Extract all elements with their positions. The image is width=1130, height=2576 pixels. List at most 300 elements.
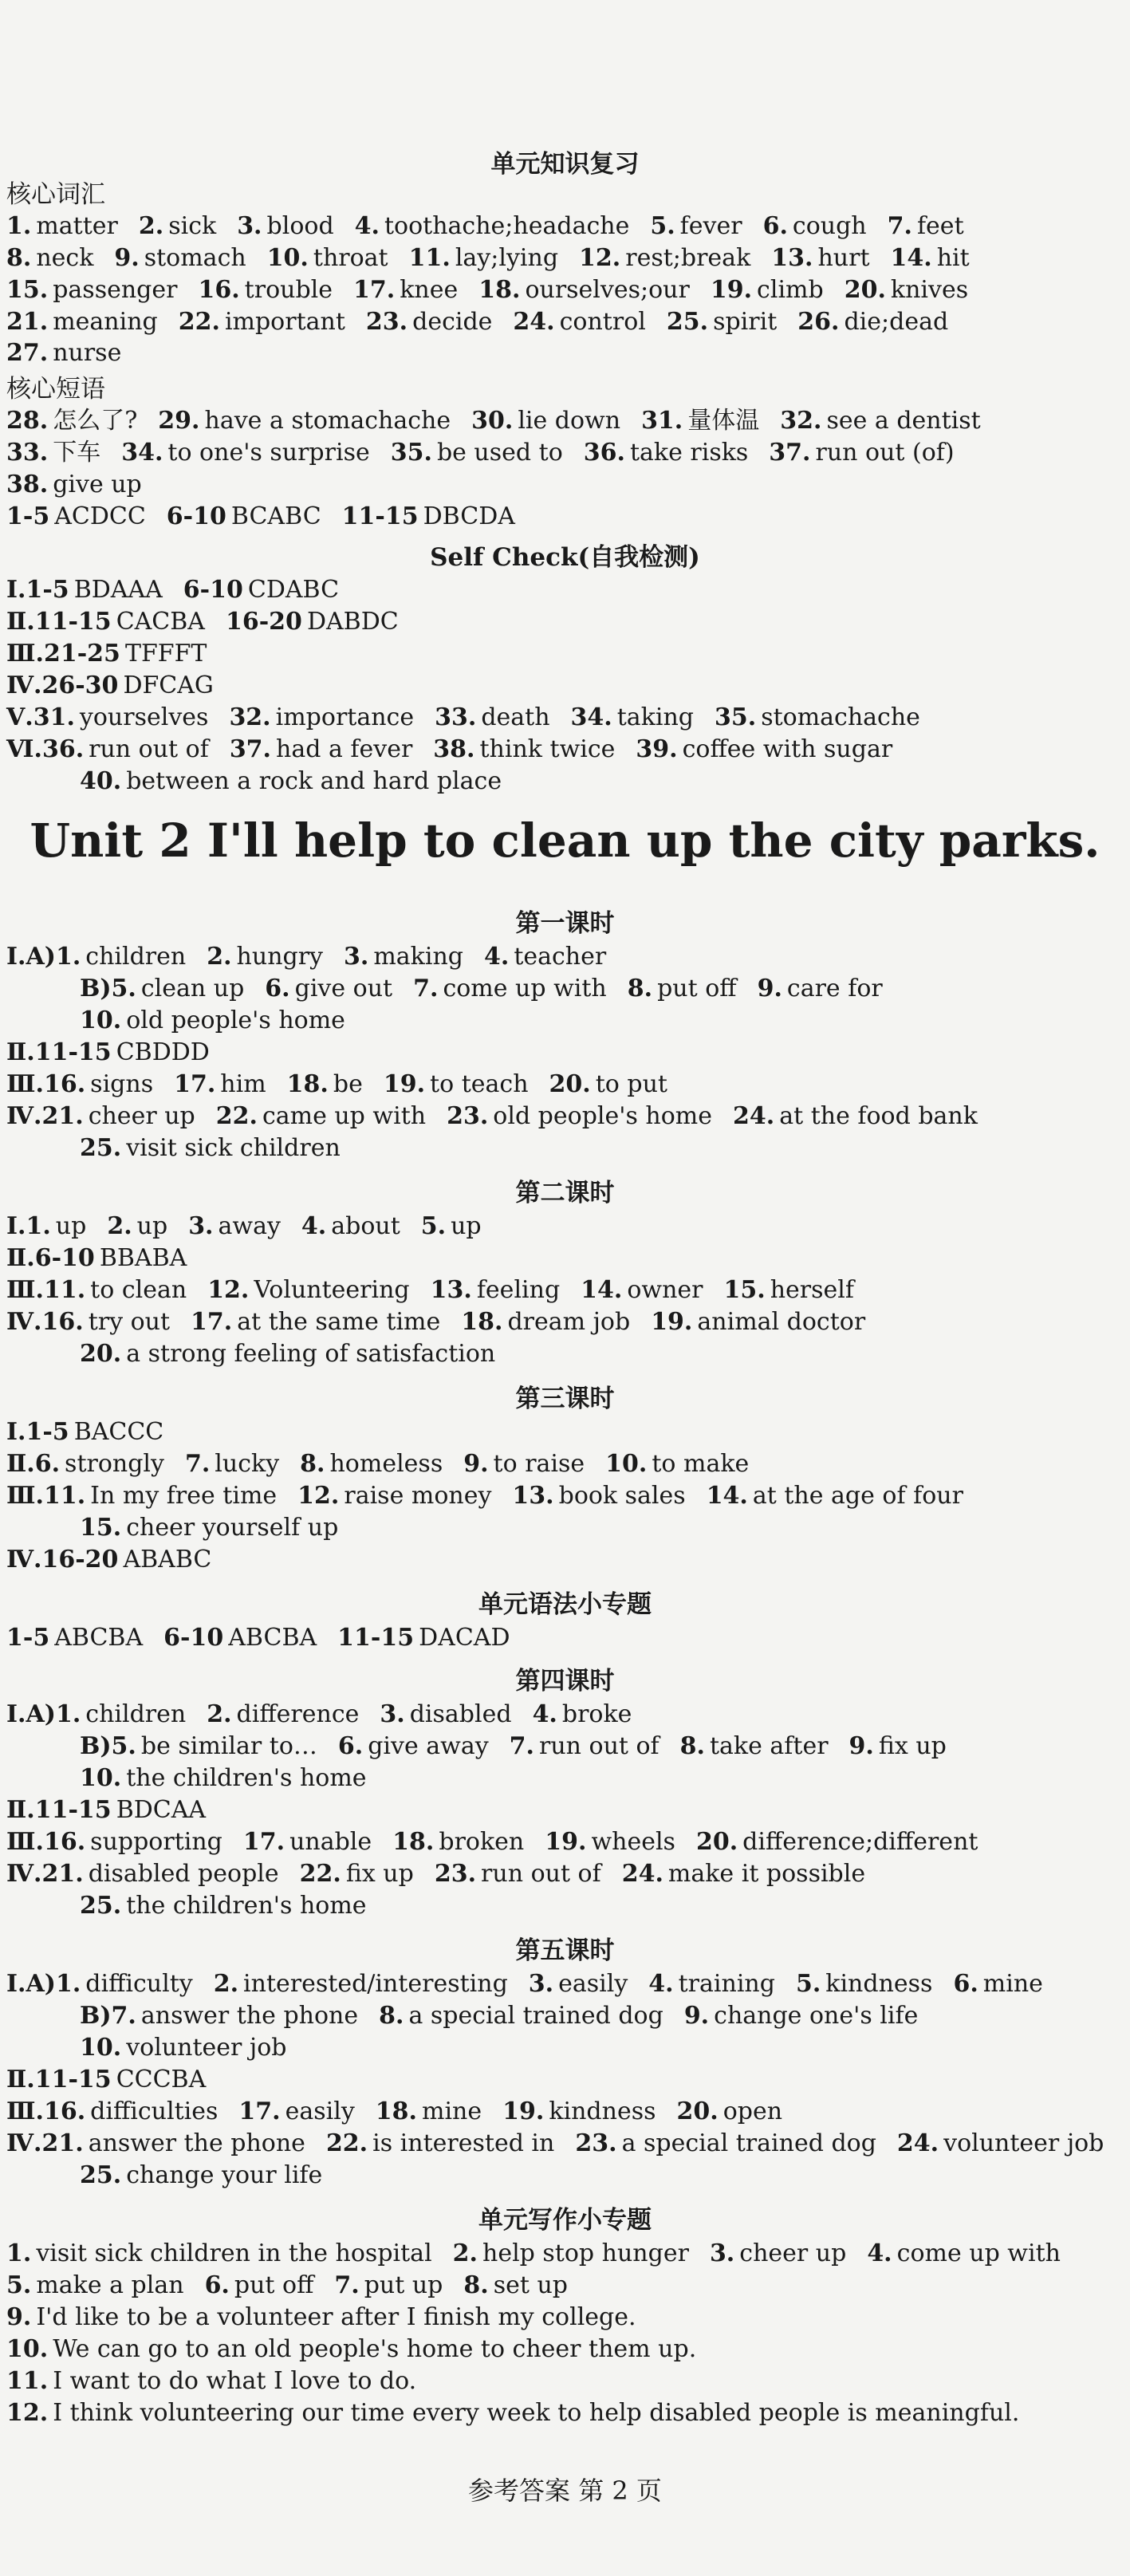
answer-line [80,1731,967,1763]
answer-item [80,766,502,798]
answer-text: came up with [262,1102,427,1130]
question-number: 6. [953,1970,978,1998]
answer-item [391,437,563,469]
answer-item [376,2096,482,2128]
answer-item [158,405,451,437]
answer-item [680,1731,829,1763]
answer-text: herself [770,1276,854,1304]
answer-text: stomachache [761,703,920,731]
answer-text: supporting [90,1828,222,1856]
answer-text: to one's surprise [167,439,370,467]
lesson-title: 第三课时 [515,1385,615,1413]
answer-text: teacher [514,943,607,971]
answer-item [205,2270,314,2302]
answer-item [80,1512,338,1544]
answer-line [6,2397,1040,2429]
answer-text: put off [657,975,737,1002]
question-number: B)5. [80,975,136,1002]
answer-item [6,1069,153,1101]
question-number: 25. [80,2161,122,2189]
question-number: 3. [528,1970,554,1998]
answer-text: TFFFT [124,640,207,668]
answer-line [6,242,990,274]
answer-text: I want to do what I love to do. [53,2367,417,2395]
answer-line [6,606,419,638]
answer-item [715,702,920,734]
answer-item [667,306,777,338]
answer-item [512,1480,685,1512]
answer-text: meaning [53,308,158,336]
question-number: 3. [709,2239,735,2267]
question-number: 30. [471,407,514,435]
answer-line [6,1243,207,1274]
answer-item [6,306,158,338]
question-number: 9. [683,2002,710,2030]
answer-text: give up [53,471,142,498]
question-number: 9. [463,1450,489,1478]
answer-item [6,574,163,606]
answer-item [80,973,244,1005]
answer-text: neck [36,244,94,272]
answer-item [384,1069,529,1101]
answer-text: at the same time [237,1308,441,1336]
answer-text: answer the phone [88,2129,305,2157]
question-number: 25. [666,308,709,336]
answer-text: cheer yourself up [126,1514,339,1542]
answer-line [6,1480,984,1512]
answer-text: DFCAG [123,672,214,699]
question-number: 24. [621,1860,663,1888]
question-number: 31. [641,407,683,435]
answer-item [337,1622,510,1654]
question-number: 7. [509,1732,534,1760]
answer-text: animal doctor [697,1308,866,1336]
question-number: 17. [174,1070,216,1098]
answer-line [6,1069,688,1101]
question-number: 2. [213,1970,239,1998]
question-number: 36. [583,439,625,467]
question-number: 20. [844,276,886,304]
answer-item [6,941,186,973]
answer-text: toothache;headache [384,212,630,240]
answer-item [651,1306,865,1338]
question-number: 12. [6,2399,49,2427]
answer-text: control [559,308,646,336]
question-number: 2. [207,943,232,971]
answer-text: visit sick children in the hospital [36,2239,432,2267]
question-number: Ⅲ.16. [6,1070,86,1098]
answer-text: We can go to an old people's home to cheer them up. [53,2335,697,2363]
answer-text: give away [368,1732,489,1760]
answer-text: take risks [629,439,749,467]
answer-item [888,211,964,242]
question-number: 9. [848,1732,874,1760]
question-number: Ⅲ.21-25 [6,640,120,668]
answer-line [6,1306,886,1338]
answer-item [174,1069,266,1101]
answer-item [230,734,412,766]
answer-text: run out of [89,735,209,763]
answer-item [163,1622,317,1654]
answer-text: is interested in [372,2129,555,2157]
answer-item [463,1448,585,1480]
answer-item [6,337,121,369]
answer-item [107,1211,167,1243]
answer-item [478,274,690,306]
question-number: 8. [679,1732,705,1760]
answer-item [179,306,345,338]
question-number: 26. [797,308,840,336]
question-number: 20. [695,1828,738,1856]
answer-item [265,973,392,1005]
answer-text: BDCAA [116,1796,207,1824]
answer-text: raise money [344,1482,492,1510]
question-number: Ⅲ.11. [6,1482,86,1510]
answer-item [344,941,463,973]
question-number: Ⅳ.16-20 [6,1546,119,1574]
answer-item [421,1211,482,1243]
question-number: 5. [420,1212,447,1240]
question-number: 39. [636,735,678,763]
answer-line [6,2302,657,2334]
answer-text: easily [285,2097,355,2125]
answer-item [80,1890,367,1922]
question-number: 38. [433,735,475,763]
question-number: 4. [867,2239,892,2267]
answer-item [648,1968,775,2000]
answer-item [207,1699,359,1731]
answer-text: change your life [126,2161,323,2189]
answer-item [6,1416,163,1448]
answer-text: hungry [236,943,324,971]
answer-text: to put [595,1070,667,1098]
question-number: 25. [80,1892,122,1920]
answer-item [628,973,737,1005]
question-number: Ⅰ.A)1. [6,1970,81,1998]
answer-text: him [220,1070,266,1098]
answer-text: making [373,943,463,971]
answer-line [6,274,989,306]
question-number: 24. [733,1102,775,1130]
answer-text: old people's home [493,1102,713,1130]
answer-text: CCCBA [116,2066,207,2093]
answer-text: kindness [549,2097,656,2125]
answer-text: had a fever [276,735,413,763]
answer-text: be [333,1070,363,1098]
answer-item [121,437,370,469]
answer-item [763,211,867,242]
lesson-title: 第四课时 [515,1667,615,1696]
answer-item [6,1306,170,1338]
answer-item [366,306,493,338]
answer-line [6,2128,1124,2160]
answer-text: up [451,1212,482,1240]
answer-text: make a plan [36,2271,184,2299]
answer-item [300,1858,414,1890]
answer-text: to raise [493,1450,585,1478]
answer-item [6,702,208,734]
answer-item [696,1826,978,1858]
question-number: 32. [780,407,822,435]
question-number: 18. [461,1308,503,1336]
answer-item [188,1211,281,1243]
question-number: 11. [408,244,451,272]
answer-item [6,1794,206,1826]
answer-item [513,306,645,338]
unit-title: Unit 2 I'll help to clean up the city parks. [30,813,1100,868]
answer-item [6,211,118,242]
answer-item [453,2238,689,2270]
question-number: 18. [478,276,521,304]
answer-text: the children's home [126,1892,367,1920]
answer-item [769,437,954,469]
answer-text: hit [936,244,970,272]
question-number: 40. [80,767,122,795]
answer-item [80,1005,345,1037]
answer-line [6,1416,184,1448]
answer-text: about [331,1212,400,1240]
answer-line [80,1338,516,1370]
question-number: 21. [6,308,49,336]
answer-text: away [218,1212,281,1240]
answer-line [6,337,142,369]
question-number: 19. [545,1828,587,1856]
answer-text: 量体温 [687,407,760,435]
question-number: 15. [80,1514,122,1542]
answer-item [529,1968,628,2000]
question-number: 1-5 [6,502,50,530]
answer-item [6,2334,696,2365]
answer-text: put up [364,2271,443,2299]
answer-line [6,2270,589,2302]
question-number: Ⅱ.11-15 [6,608,112,636]
answer-text: ABCBA [54,1624,144,1652]
question-number: 7. [334,2271,360,2299]
question-number: 23. [575,2129,617,2157]
answer-text: ACDCC [54,502,146,530]
answer-line [6,670,234,702]
answer-text: children [85,1700,187,1728]
answer-item [575,2128,876,2160]
answer-text: stomach [144,244,246,272]
answer-text: run out of [538,1732,659,1760]
answer-text: broken [439,1828,525,1856]
question-number: 17. [242,1828,285,1856]
answer-text: throat [313,244,388,272]
answer-line [6,2064,226,2096]
question-number: 8. [6,244,32,272]
answer-text: be used to [436,439,563,467]
question-number: 19. [502,2097,545,2125]
question-number: 35. [715,703,757,731]
answer-item [6,1968,193,2000]
answer-line [6,1274,875,1306]
answer-item [238,2096,354,2128]
question-number: 4. [354,212,380,240]
answer-text: see a dentist [826,407,981,435]
question-number: 8. [627,975,653,1002]
answer-text: clean up [140,975,245,1002]
question-number: 22. [215,1102,258,1130]
question-number: Ⅵ.36. [6,735,85,763]
question-number: 11. [6,2367,49,2395]
answer-text: important [224,308,345,336]
answer-text: lucky [215,1450,280,1478]
answer-item [185,1448,279,1480]
question-number: Ⅳ.16. [6,1308,84,1336]
writing-title: 单元写作小专题 [478,2206,652,2235]
answer-text: a special trained dog [408,2002,663,2030]
answer-item [867,2238,1061,2270]
answer-line [6,1794,226,1826]
question-number: 2. [138,212,164,240]
answer-item [80,2160,322,2192]
answer-item [183,574,339,606]
answer-text: change one's life [714,2002,919,2030]
answer-text: disabled people [88,1860,279,1888]
answer-item [6,734,209,766]
answer-text: rest;break [625,244,751,272]
question-number: Ⅱ.11-15 [6,2066,112,2093]
answer-text: easily [558,1970,628,1998]
answer-item [80,2000,358,2032]
answer-text: mine [982,1970,1043,1998]
lesson-title: 第五课时 [515,1936,615,1965]
answer-text: knee [400,276,459,304]
question-number: 9. [114,244,140,272]
question-number: 33. [6,439,49,467]
answer-item [6,1037,210,1069]
answer-text: sick [168,212,217,240]
question-number: 23. [365,308,408,336]
answer-item [733,1101,978,1132]
answer-text: BACCC [73,1418,164,1446]
answer-item [342,501,515,533]
question-number: 6-10 [166,502,226,530]
answer-text: signs [90,1070,154,1098]
answer-item [771,242,869,274]
question-number: 3. [380,1700,405,1728]
answer-item [549,1069,667,1101]
answer-item [226,606,399,638]
answer-text: old people's home [126,1006,345,1034]
answer-text: nurse [53,339,122,367]
answer-item [6,2096,218,2128]
question-number: B)7. [80,2002,136,2030]
answer-item [6,405,137,437]
answer-text: death [481,703,550,731]
question-number: 4. [532,1700,557,1728]
answer-item [326,2128,554,2160]
answer-item [581,1274,703,1306]
question-number: 27. [6,339,49,367]
answer-item [711,274,824,306]
answer-item [545,1826,675,1858]
answer-item [6,1274,187,1306]
question-number: 22. [325,2129,368,2157]
question-number: 17. [191,1308,233,1336]
answer-text: difficulties [90,2097,219,2125]
answer-item [650,211,742,242]
question-number: Ⅴ.31. [6,703,75,731]
answer-text: between a rock and hard place [126,767,502,795]
question-number: 20. [549,1070,591,1098]
answer-text: ourselves;our [525,276,690,304]
answer-text: importance [275,703,415,731]
answer-item [953,1968,1042,2000]
answer-text: visit sick children [126,1134,341,1162]
answer-item [6,1544,211,1576]
question-number: 7. [184,1450,211,1478]
answer-line [6,2096,803,2128]
answer-line [80,1132,361,1164]
answer-text: fever [679,212,742,240]
question-number: 34. [570,703,612,731]
answer-item [6,2064,206,2096]
answer-text: think twice [479,735,616,763]
answer-item [571,702,694,734]
answer-text: homeless [329,1450,443,1478]
answer-item [243,1826,372,1858]
question-number: 7. [887,212,912,240]
answer-text: come up with [443,975,607,1002]
answer-text: run out (of) [815,439,955,467]
answer-text: cheer up [739,2239,847,2267]
answer-item [301,1211,400,1243]
answer-text: make it possible [667,1860,866,1888]
answer-text: put off [234,2271,314,2299]
question-number: 29. [158,407,200,435]
answer-text: BDAAA [73,576,163,604]
answer-text: decide [412,308,493,336]
question-number: Ⅰ.A)1. [6,1700,81,1728]
question-number: 10. [6,2335,49,2363]
answer-item [6,274,177,306]
answer-item [6,501,146,533]
question-number: 23. [434,1860,477,1888]
answer-item [6,1101,195,1132]
question-number: 1-5 [6,1624,50,1652]
question-number: Ⅱ.6-10 [6,1244,95,1272]
answer-text: open [722,2097,783,2125]
answer-text: fix up [345,1860,414,1888]
question-number: 33. [435,703,477,731]
question-number: 24. [513,308,555,336]
answer-item [502,2096,656,2128]
answer-item [6,1622,143,1654]
answer-item [355,211,630,242]
answer-text: unable [289,1828,372,1856]
answer-line [6,734,913,766]
answer-text: taking [616,703,694,731]
answer-item [677,2096,783,2128]
answer-line [80,1890,388,1922]
question-number: 10. [266,244,309,272]
answer-line [6,1699,652,1731]
answer-text: broke [561,1700,632,1728]
answer-line [6,1858,886,1890]
answer-text: feet [916,212,964,240]
question-number: Ⅳ.21. [6,1860,84,1888]
answer-line [80,1512,359,1544]
answer-text: blood [266,212,334,240]
answer-item [463,2270,568,2302]
answer-item [6,469,142,501]
question-number: 14. [890,244,932,272]
label-core-vocab: 核心词汇 [6,180,105,209]
question-number: 12. [579,244,621,272]
question-number: 20. [676,2097,719,2125]
